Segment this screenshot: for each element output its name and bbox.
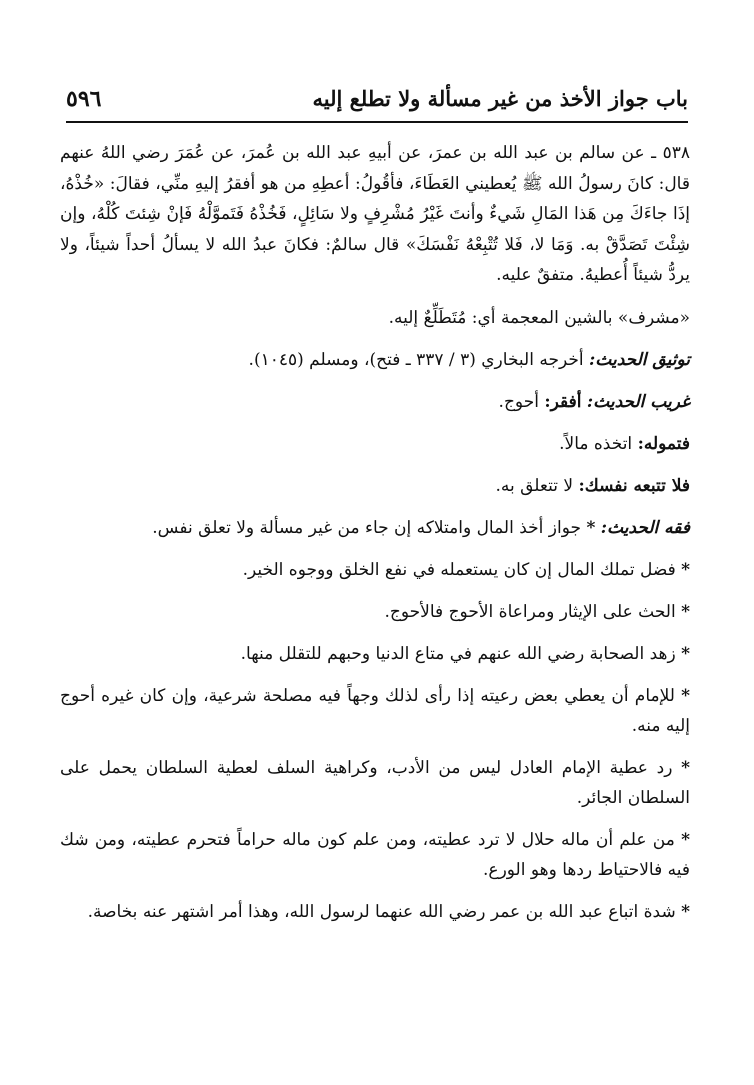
tamawwalhu-text: اتخذه مالاً. [559,433,633,454]
bullet-star-icon: * [681,685,690,706]
fiqh-bullet-7 [60,825,690,885]
afqar-label: أفقر: [544,391,582,412]
fiqh-bullet-8 [60,897,690,927]
bullet-star-icon: * [681,559,690,580]
bullet-star-icon: * [681,829,690,850]
tawthiq-text: أخرجه البخاري (٣ / ٣٣٧ ـ فتح)، ومسلم (١٠٤٥). [248,349,584,370]
bullet-text: الحث على الإيثار ومراعاة الأحوج فالأحوج. [384,601,676,622]
page-body [60,138,690,939]
bullet-text: فضل تملك المال إن كان يستعمله في نفع الخلق ووجوه الخير. [242,559,676,580]
fiqh-bullet-5 [60,681,690,741]
note-tamawwalhu [60,429,690,459]
bullet-text: شدة اتباع عبد الله بن عمر رضي الله عنهما لرسول الله، وهذا أمر اشتهر عنه بخاصة. [87,901,676,922]
fiqh-bullet-3 [60,597,690,627]
bullet-text: زهد الصحابة رضي الله عنهم في متاع الدنيا وحبهم للتقلل منها. [240,643,676,664]
note-mushrif-text: «مشرف» بالشين المعجمة أي: مُتَطَلِّعٌ إليه. [388,307,690,328]
hadith-text: ٥٣٨ ـ عن سالم بن عبد الله بن عمرَ، عن أبيهِ عبد الله بن عُمرَ، عن عُمَرَ رضي اللهُ عنهم قال: كانَ رسولُ الله ﷺ يُعطيني العَطَاءَ، فأقُولُ: أعطِهِ من هو أفقرُ إليهِ منِّي، فقالَ: «خُذْهُ، إذَا جاءَكَ مِن هَذا المَالِ شَيءٌ وأنتَ غَيْرُ مُشْرِفٍ ولا سَائِلٍ، فَخُذْهُ فَتَموَّلْهُ فَإنْ شِئتَ كُلْهُ، وإن شِئْتَ تَصَدَّقْ به. وَمَا لا، فَلا تُتْبِعْهُ نَفْسَكَ» قال سالمٌ: فكانَ عبدُ الله لا يسألُ أحداً شيئاً، ولا يردُّ شيئاً أُعطيهُ. متفقٌ عليه. [60,143,690,285]
bullet-star-icon: * [681,601,690,622]
bullet-star-icon: * [681,643,690,664]
page-header [66,78,688,118]
gharib-label: غريب الحديث: [586,391,690,412]
afqar-text: أحوج. [498,391,539,412]
note-tawthiq [60,345,690,375]
bullet-text: من علم أن ماله حلال لا ترد عطيته، ومن علم كون ماله حراماً فتحرم عطيته، ومن شك فيه فالاحتياط ردها وهو الورع. [60,829,690,880]
fiqh-bullet-2 [60,555,690,585]
tutbihu-text: لا تتعلق به. [495,475,574,496]
note-gharib [60,387,690,417]
page-number: ٥٩٦ [66,86,102,112]
bullet-star-icon: * [681,901,690,922]
header-divider [66,121,688,123]
fiqh-bullet-1 [60,513,690,543]
tutbihu-label: فلا تتبعه نفسك: [578,475,690,496]
fiqh-bullet-4 [60,639,690,669]
bullet-text: جواز أخذ المال وامتلاكه إن جاء من غير مسألة ولا تعلق نفس. [152,517,582,538]
fiqh-label: فقه الحديث: [600,517,690,538]
bullet-star-icon: * [681,757,690,778]
tamawwalhu-label: فتموله: [637,433,690,454]
tawthiq-label: توثيق الحديث: [589,349,690,370]
chapter-title: باب جواز الأخذ من غير مسألة ولا تطلع إليه [312,86,688,111]
fiqh-bullet-6 [60,753,690,813]
note-mushrif [60,303,690,333]
bullet-text: للإمام أن يعطي بعض رعيته إذا رأى لذلك وجهاً فيه مصلحة شرعية، وإن كان غيره أحوج إليه منه. [60,685,690,736]
bullet-star-icon: * [586,517,596,538]
note-tutbihu [60,471,690,501]
bullet-text: رد عطية الإمام العادل ليس من الأدب، وكراهية السلف لعطية السلطان يحمل على السلطان الجائر. [60,757,690,808]
